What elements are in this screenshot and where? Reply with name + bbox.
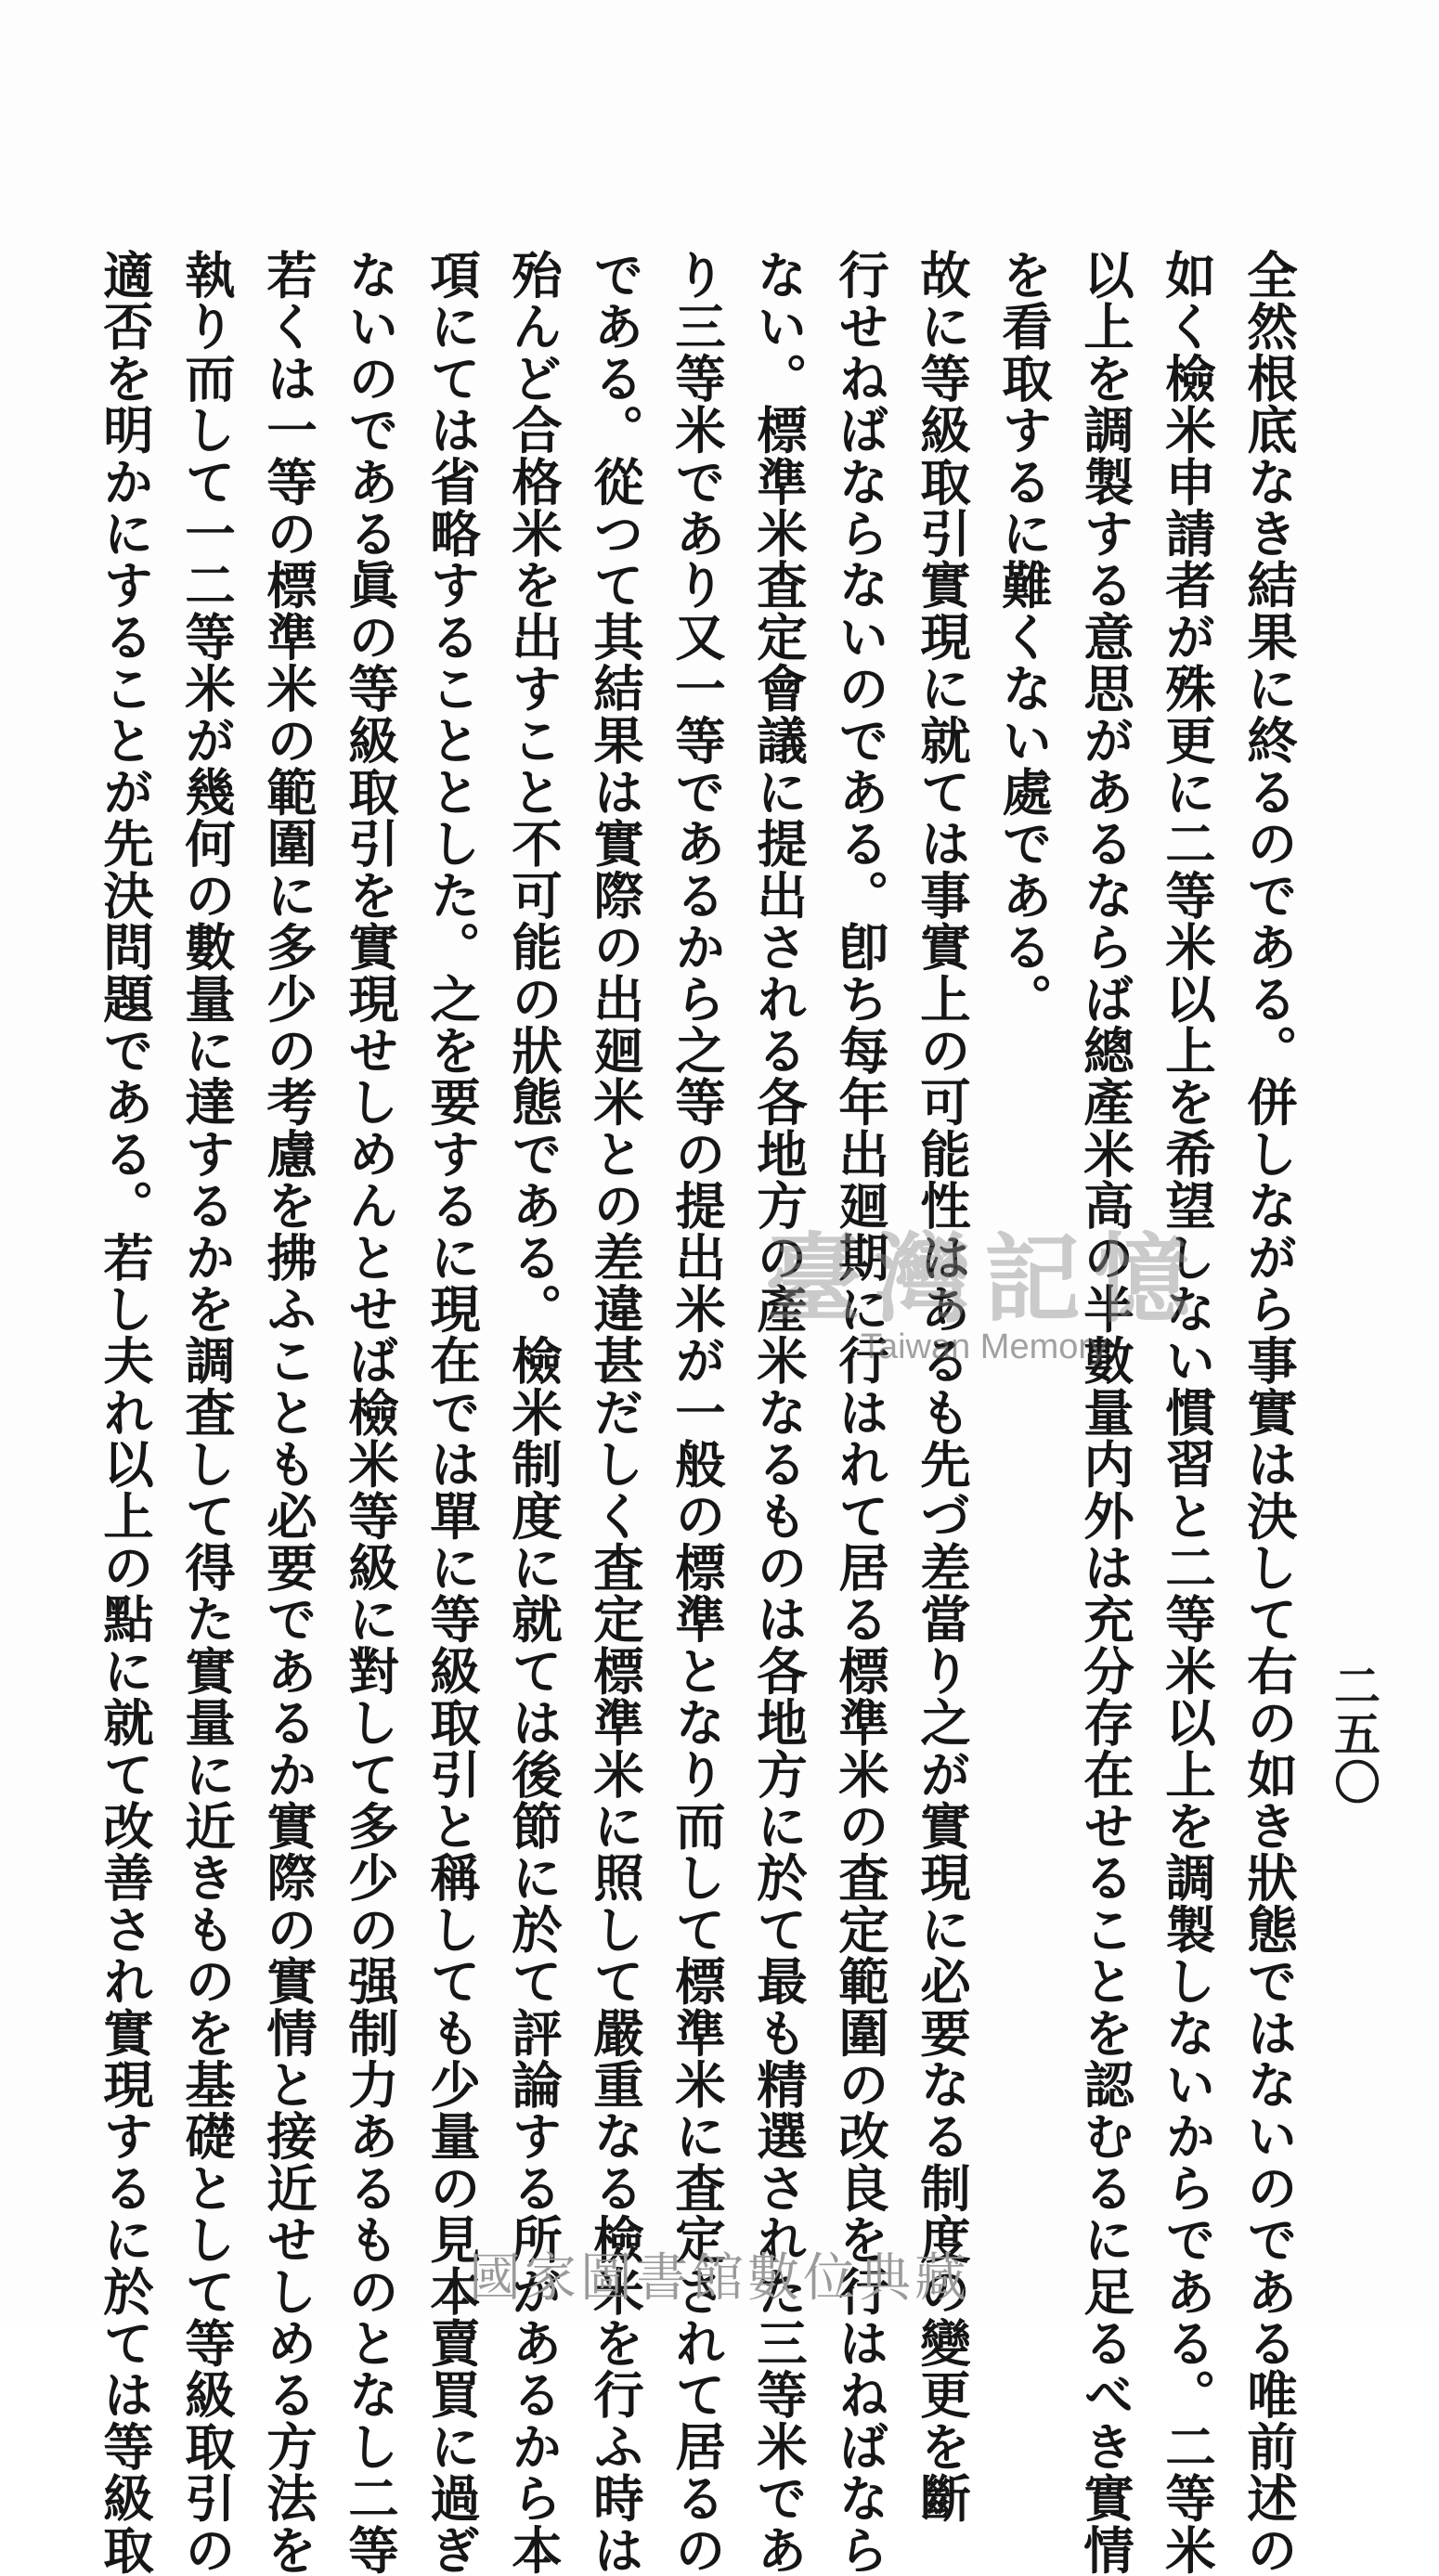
text-column: 殆んど合格米を出すこと不可能の狀態である。檢米制度に就ては後節に於て評論する所があるから本	[503, 249, 563, 2576]
text-column: 若くは一等の標準米の範圍に多少の考慮を拂ふことも必要であるか實際の實情と接近せしめる方法を	[258, 249, 318, 2576]
text-column: 適否を明かにすることが先決問題である。若し夫れ以上の點に就て改善され實現するに於ては等級取	[95, 249, 154, 2576]
watermark-title: 臺灣記憶	[764, 1222, 1203, 1336]
text-column: である。從つて其結果は實際の出廻米との差違甚だしく査定標準米に照して嚴重なる檢米を行ふ時は	[585, 249, 644, 2576]
text-column: ないのである眞の等級取引を實現せしめんとせば檢米等級に對して多少の强制力あるものとなし二等	[340, 249, 399, 2576]
text-column: 全然根底なき結果に終るのである。併しながら事實は決して右の如き狀態ではないのである唯前述の	[1238, 249, 1298, 2576]
text-column: 如く檢米申請者が殊更に二等米以上を希望しない慣習と二等米以上を調製しないからである。二等米	[1157, 249, 1216, 2576]
text-column: 故に等級取引實現に就ては事實上の可能性はあるも先づ差當り之が實現に必要なる制度の變更を斷	[912, 249, 971, 2524]
watermark-subtitle: Taiwan Memory	[860, 1327, 1108, 1366]
text-column: を看取するに難くない處である。	[993, 249, 1053, 1025]
text-column: り三等米であり又一等であるから之等の提出米が一般の標準となり而して標準米に査定されて居るの	[667, 249, 726, 2576]
text-column: ない。標準米査定會議に提出される各地方の產米なるものは各地方に於て最も精選された三等米であ	[748, 249, 808, 2576]
footer-credit: 國家圖書館數位典藏	[469, 2248, 970, 2309]
text-column: 執り而して一二等米が幾何の數量に達するかを調査して得た實量に近きものを基礎として等級取引の	[176, 249, 236, 2576]
text-column: 以上を調製する意思があるならば總產米高の半數量内外は充分存在せることを認むるに足るべき實情	[1075, 249, 1134, 2576]
page-number: 二五〇	[1327, 1662, 1381, 1806]
text-column: 行せねばならないのである。卽ち每年出廻期に行はれて居る標準米の査定範圍の改良を行はねばなら	[830, 249, 889, 2576]
text-column: 項にては省略することとした。之を要するに現在では單に等級取引と稱しても少量の見本賣買に過ぎ	[421, 249, 481, 2576]
